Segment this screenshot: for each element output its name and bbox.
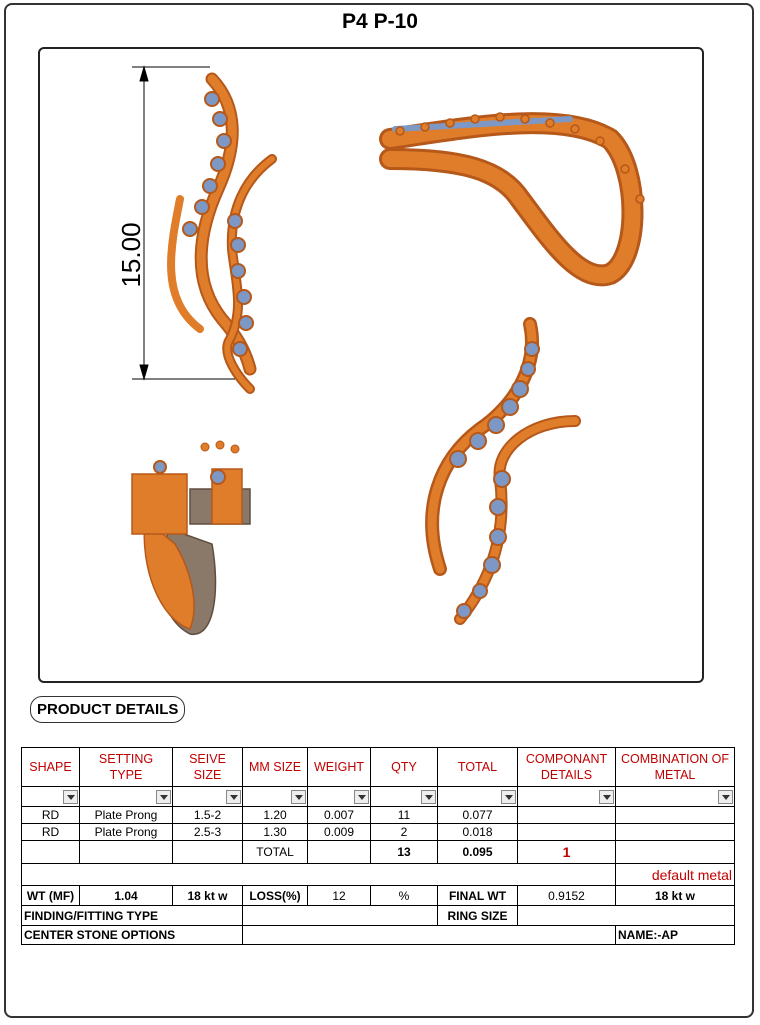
finding-row	[22, 906, 735, 926]
ring-size-label: RING SIZE	[438, 906, 518, 926]
loss-percent-sign: %	[371, 886, 438, 906]
header-componant-details: COMPONANT DETAILS	[518, 748, 616, 787]
cell-seive-size: 2.5-3	[173, 824, 243, 841]
header-mm-size: MM SIZE	[243, 748, 308, 787]
cell-componant	[518, 807, 616, 824]
table-row	[22, 824, 735, 841]
cell-mm-size: 1.20	[243, 807, 308, 824]
name-label: NAME:-AP	[616, 926, 735, 945]
cell-setting-type: Plate Prong	[80, 807, 173, 824]
metal-karat: 18 kt w	[173, 886, 243, 906]
total-qty: 13	[371, 841, 438, 864]
filter-dropdown-componant[interactable]	[599, 790, 614, 804]
cell-weight: 0.009	[308, 824, 371, 841]
filter-dropdown-mm-size[interactable]	[291, 790, 306, 804]
product-render-panel	[38, 47, 704, 683]
cell-qty: 11	[371, 807, 438, 824]
table-row	[22, 807, 735, 824]
cell-total: 0.077	[438, 807, 518, 824]
filter-dropdown-weight[interactable]	[354, 790, 369, 804]
cell-shape: RD	[22, 824, 80, 841]
wt-mf-label: WT (MF)	[22, 886, 80, 906]
page-title: P4 P-10	[342, 10, 418, 33]
cell-shape: RD	[22, 807, 80, 824]
loss-label: LOSS(%)	[243, 886, 308, 906]
filter-dropdown-metal[interactable]	[718, 790, 733, 804]
header-weight: WEIGHT	[308, 748, 371, 787]
stone-details-table	[21, 747, 735, 945]
filter-dropdown-qty[interactable]	[421, 790, 436, 804]
cell-qty: 2	[371, 824, 438, 841]
center-stone-row	[22, 926, 735, 945]
header-qty: QTY	[371, 748, 438, 787]
componant-count: 1	[518, 841, 616, 864]
cell-metal	[616, 824, 735, 841]
cell-total: 0.018	[438, 824, 518, 841]
filter-dropdown-shape[interactable]	[63, 790, 78, 804]
table-header-row	[22, 748, 735, 787]
cell-mm-size: 1.30	[243, 824, 308, 841]
ring-size-value	[518, 906, 735, 926]
loss-value: 12	[308, 886, 371, 906]
default-metal-label: default metal	[616, 864, 735, 886]
cell-weight: 0.007	[308, 807, 371, 824]
header-seive-size: SEIVE SIZE	[173, 748, 243, 787]
default-metal-row	[22, 864, 735, 886]
header-total: TOTAL	[438, 748, 518, 787]
wt-mf-value: 1.04	[80, 886, 173, 906]
weight-row	[22, 886, 735, 906]
total-row	[22, 841, 735, 864]
center-stone-label: CENTER STONE OPTIONS	[22, 926, 243, 945]
filter-dropdown-setting-type[interactable]	[156, 790, 171, 804]
header-combination-of-metal: COMBINATION OF METAL	[616, 748, 735, 787]
final-wt-label: FINAL WT	[438, 886, 518, 906]
filter-dropdown-total[interactable]	[501, 790, 516, 804]
cell-seive-size: 1.5-2	[173, 807, 243, 824]
cell-setting-type: Plate Prong	[80, 824, 173, 841]
total-weight: 0.095	[438, 841, 518, 864]
filter-row	[22, 787, 735, 807]
perspective-view-stones	[450, 342, 539, 618]
total-label: TOTAL	[243, 841, 308, 864]
cell-metal	[616, 807, 735, 824]
header-shape: SHAPE	[22, 748, 80, 787]
finding-fitting-label: FINDING/FITTING TYPE	[22, 906, 243, 926]
top-view	[132, 441, 250, 634]
product-details-label: PRODUCT DETAILS	[30, 696, 185, 723]
filter-dropdown-seive-size[interactable]	[226, 790, 241, 804]
cell-componant	[518, 824, 616, 841]
finding-fitting-value	[243, 906, 438, 926]
dimension-value: 15.00	[116, 222, 146, 288]
final-metal: 18 kt w	[616, 886, 735, 906]
final-wt-value: 0.9152	[518, 886, 616, 906]
jewelry-render-views	[40, 49, 704, 683]
header-setting-type: SETTING TYPE	[80, 748, 173, 787]
center-stone-value	[243, 926, 616, 945]
